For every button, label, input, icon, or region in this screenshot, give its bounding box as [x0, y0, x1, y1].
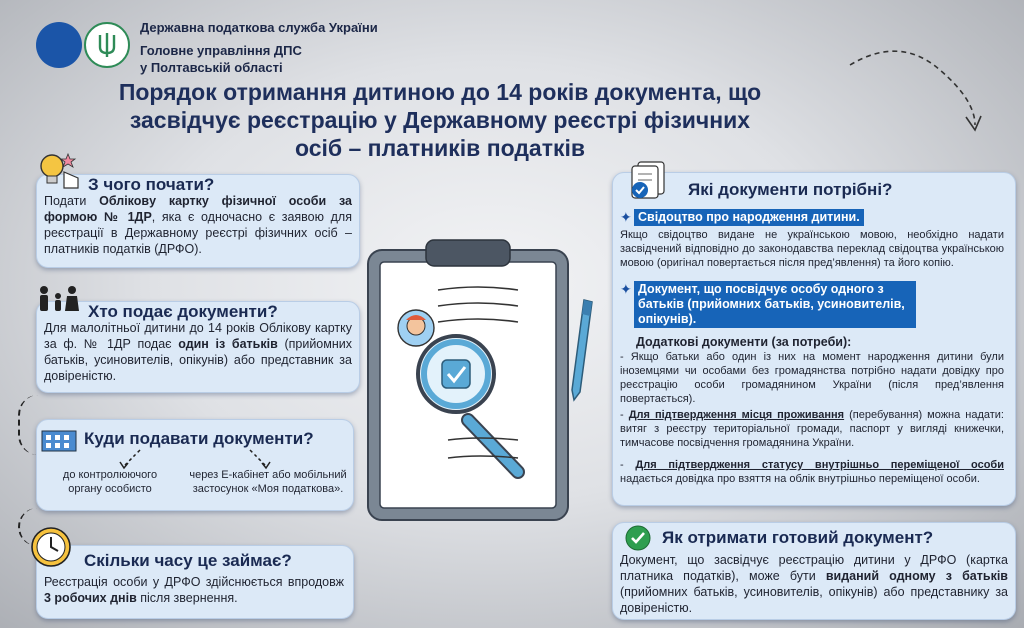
docs-extra-3: - Для підтвердження статусу внутрішньо переміщеної особи надається довідка про взяття на облік внутрішньо переміщеної особи.	[620, 459, 1004, 485]
receive-title: Як отримати готовий документ?	[662, 528, 934, 547]
docs-extra-title: Додаткові документи (за потреби):	[636, 335, 852, 349]
lightbulb-icon	[34, 148, 82, 194]
time-text-bold: 3 робочих днів	[44, 591, 137, 605]
start-text-bold: Обліковy картку фізичної особи за формою № 1ДР	[44, 194, 352, 224]
time-text	[44, 574, 344, 606]
org-line-3: у Полтавській області	[140, 60, 283, 75]
start-text	[44, 193, 352, 257]
time-text-a: Реєстрація особи у ДРФО здійснюється впродовж	[44, 575, 344, 589]
trident-icon	[96, 31, 118, 59]
receive-text-a: Документ, що засвідчує реєстрацію дитини у ДРФО (картка платника податків), може бути	[620, 553, 1008, 583]
time-text-b: після звернення.	[136, 591, 238, 605]
clock-icon	[28, 524, 74, 570]
branch-arrows-icon	[100, 448, 320, 470]
docs-extra-2-rest: (перебування) можна надати: витяг з реєстру територіальної громади, паспорт у вигляді книжечки, тимчасове посвідчення громадянина України.	[620, 409, 1004, 449]
who-text-b: (прийомних батьків, усиновителів, опікунів) або представник за довіреністю.	[44, 337, 352, 383]
check-circle-icon	[624, 524, 652, 552]
pen-icon	[566, 296, 606, 406]
documents-check-icon	[626, 160, 670, 200]
sparkle-icon: ✦	[620, 281, 632, 297]
org-line-1: Державна податкова служба України	[140, 20, 378, 35]
family-icon	[36, 284, 80, 318]
docs-item-birth-note: Якщо свідоцтво видане не українською мовою, необхідно надати засвідчений відповідно до законодавства переклад свідоцтва українською мовою (оригінал повертається після пред’явлення) та його копію.	[620, 229, 1004, 269]
start-title: З чого почати?	[88, 175, 215, 194]
start-text-a: Подати	[44, 194, 100, 208]
receive-text-bold: виданий одному з батьків	[825, 569, 1008, 583]
docs-extra-3-rest: надається довідка про взяття на облік внутрішньо переміщеної особи.	[620, 473, 980, 485]
who-text-a: Для малолітньої дитини до 14 років Облікову картку за ф. № 1ДР подає	[44, 321, 352, 351]
docs-extra-2-bold: Для підтвердження місця проживання	[628, 409, 845, 421]
who-text	[44, 320, 352, 384]
docs-extra-2: - Для підтвердження місця проживання (перебування) можна надати: витяг з реєстру територіальної громади, паспорт у вигляді книжечки, тимчасове посвідчення громадянина України.	[620, 409, 1004, 449]
who-title: Хто подає документи?	[88, 302, 278, 321]
docs-item-birth-certificate: Свідоцтво про народження дитини.	[634, 209, 864, 226]
who-text-bold: один із батьків	[178, 337, 278, 351]
receive-text-b: (прийомних батьків, усиновителів, опікунів) або представнику за довіреністю.	[620, 585, 1008, 615]
trident-logo	[84, 22, 130, 68]
sparkle-icon: ✦	[620, 209, 632, 225]
where-title: Куди подавати документи?	[84, 429, 314, 448]
where-option-office: до контролюючого органу особисто	[62, 469, 158, 495]
where-option-ecabinet: через Е-кабінет або мобільний застосунок «Моя податкова».	[189, 469, 347, 495]
decorative-arrow-icon	[840, 40, 990, 135]
docs-title: Які документи потрібні?	[688, 180, 893, 199]
docs-extra-1: - Якщо батьки або один із них на момент народження дитини були іноземцями чи особами без громадянства потрібно надати довідку про реєстрацію особи громадянином України (після пред’явлення повертається).	[620, 351, 1004, 405]
receive-text	[620, 552, 1008, 616]
start-text-b: , яка є одночасно є заявою для реєстрації в Державному реєстрі фізичних осіб – платників податків (ДРФО).	[44, 210, 352, 256]
building-icon	[40, 425, 78, 453]
docs-item-parent-id: Документ, що посвідчує особу одного з батьків (прийомних батьків, усиновителів, опікунів).	[634, 281, 916, 328]
org-line-2: Головне управління ДПС	[140, 43, 302, 58]
time-title: Скільки часу це займає?	[84, 551, 292, 570]
page-title	[20, 78, 860, 162]
title-line-1: Порядок отримання дитиною до 14 років документа, що	[118, 79, 762, 105]
docs-extra-3-bold: Для підтвердження статусу внутрішньо переміщеної особи	[635, 459, 1004, 471]
dps-logo	[36, 22, 82, 68]
title-line-3: осіб – платників податків	[294, 135, 586, 161]
title-line-2: засвідчує реєстрацію у Державному реєстрі фізичних	[129, 107, 751, 133]
organization-name	[140, 19, 378, 76]
